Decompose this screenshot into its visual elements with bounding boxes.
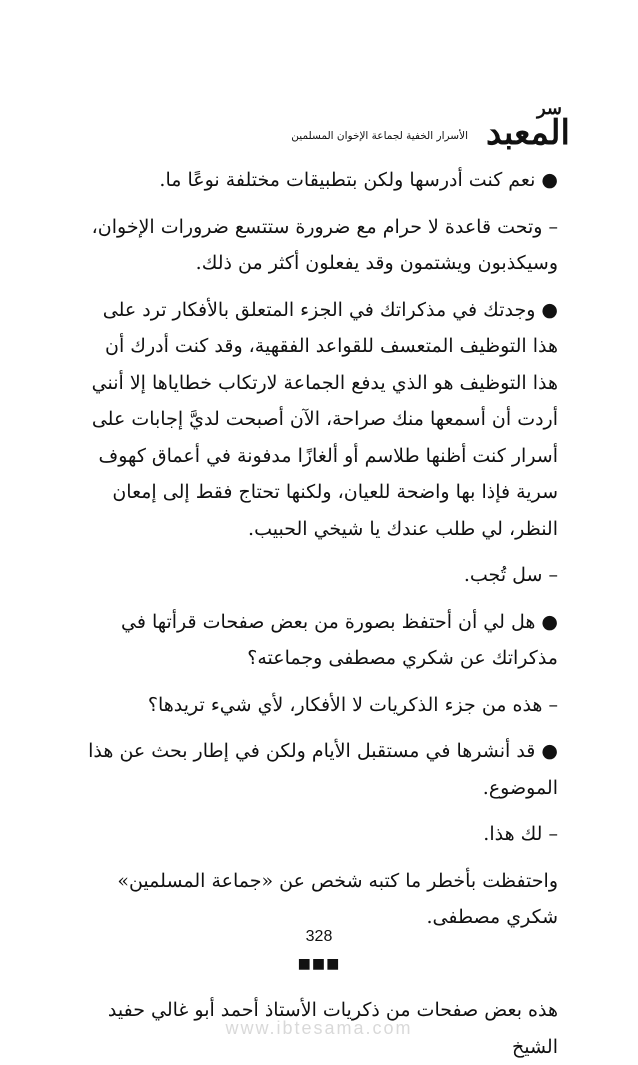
- running-header: [270, 96, 570, 156]
- page-number: 328: [305, 928, 333, 945]
- paragraph: ● نعم كنت أدرسها ولكن بتطبيقات مختلفة نوعًا ما.: [159, 169, 558, 191]
- paragraph: ● وجدتك في مذكراتك في الجزء المتعلق بالأفكار ترد على هذا التوظيف المتعسف للقواعد الفقهية، وقد كنت أدرك أن هذا التوظيف هو الذي يدفع الجماعة لارتكاب خطاياها إلا أنني أردت أن أسمعها منك صراحة، الآن أصبحت لديَّ إجابات على أسرار كنت أظنها طلاسم أو ألغازًا مدفونة في أعماق كهوف سرية فإذا بها واضحة للعيان، ولكنها تحتاج فقط إلى إمعان النظر، لي طلب عندك يا شيخي الحبيب.: [91, 298, 558, 540]
- section-separator: ■■■: [297, 955, 341, 972]
- book-logo-top: سر: [536, 98, 562, 119]
- paragraph: – سل تُجب.: [463, 564, 558, 586]
- book-logo: المعبد: [486, 113, 570, 153]
- paragraph: ● هل لي أن أحتفظ بصورة من بعض صفحات قرأتها في مذكراتك عن شكري مصطفى وجماعته؟: [120, 610, 558, 669]
- paragraph: – وتحت قاعدة لا حرام مع ضرورة ستتسع ضرورات الإخوان، وسيكذبون ويشتمون وقد يفعلون أكثر من ذلك.: [91, 215, 558, 274]
- closing-line: هذه بعض صفحات من ذكريات الأستاذ أحمد أبو غالي حفيد الشيخ: [107, 999, 558, 1058]
- watermark: www.ibtesama.com: [225, 1018, 413, 1038]
- paragraph: ● قد أنشرها في مستقبل الأيام ولكن في إطار بحث عن هذا الموضوع.: [88, 740, 558, 799]
- paragraph: – هذه من جزء الذكريات لا الأفكار، لأي شيء تريدها؟: [147, 693, 558, 716]
- header-subtitle: الأسرار الخفية لجماعة الإخوان المسلمين: [291, 130, 468, 142]
- paragraph: – لك هذا.: [483, 823, 558, 845]
- paragraph: واحتفظت بأخطر ما كتبه شخص عن «جماعة المسلمين» شكري مصطفى.: [117, 869, 558, 928]
